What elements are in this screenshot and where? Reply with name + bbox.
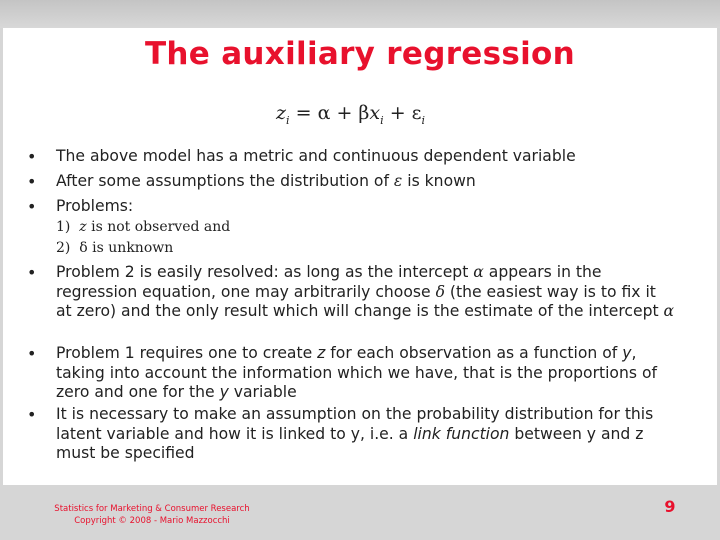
variable-z: z <box>317 344 326 362</box>
bullet-text: It is necessary to make an assumption on the probability distribution for this latent variable and how it is linked to y, i.e. a <box>56 405 654 443</box>
top-band <box>0 0 720 28</box>
footer-copyright: Copyright © 2008 - Mario Mazzocchi <box>74 516 230 526</box>
formula-alpha: α <box>317 102 331 124</box>
bullet-marker: • <box>27 147 37 166</box>
bullet-problems: Problems: <box>56 197 134 215</box>
bullet-problem-2 <box>56 263 676 322</box>
regression-formula <box>276 102 425 127</box>
bullet-text: appears in the regression equation, one may arbitrarily choose <box>56 263 602 301</box>
formula-x-sub: i <box>380 113 384 127</box>
bullet-marker: • <box>27 263 37 282</box>
footer-credits <box>32 503 272 527</box>
delta-symbol: δ <box>435 282 445 301</box>
bullet-text: Problem 2 is easily resolved: as long as the intercept <box>56 263 474 281</box>
bullet-problem-1 <box>56 344 676 403</box>
bullet-marker: • <box>27 197 37 216</box>
formula-epsilon: ε <box>411 102 422 124</box>
subitem-text: is not observed and <box>86 219 231 235</box>
subitem-number: 1) <box>56 219 71 235</box>
bullet-text: between y and z must be specified <box>56 424 644 462</box>
link-function-term: link function <box>413 424 510 443</box>
bullet-text: , taking into account the information which we have, that is the proportions of zero and one for the <box>56 344 657 401</box>
formula-equals: = <box>295 102 312 124</box>
formula-z-sub: i <box>286 113 290 127</box>
bullet-text: Problem 1 requires one to create <box>56 344 318 362</box>
alpha-symbol: α <box>473 263 484 281</box>
slide-title: The auxiliary regression <box>144 36 575 72</box>
subitem-variable: δ <box>79 240 88 256</box>
formula-beta: β <box>358 102 370 124</box>
formula-plus-1: + <box>336 102 353 124</box>
bullet-text: (the easiest way is to fix it at zero) and the only result which will change is the estimate of the intercept <box>56 282 664 320</box>
bullet-distribution-known <box>56 172 676 192</box>
bullet-text: is known <box>402 172 476 190</box>
variable-y: y <box>219 383 229 401</box>
bullet-marker: • <box>27 405 37 424</box>
footer-course: Statistics for Marketing & Consumer Research <box>54 504 250 514</box>
formula-plus-2: + <box>389 102 406 124</box>
page-number: 9 <box>664 497 676 516</box>
bullet-link-function <box>56 405 676 464</box>
subitem-number: 2) <box>56 240 71 256</box>
subitem-text: is unknown <box>87 240 174 256</box>
bullet-text: After some assumptions the distribution of <box>56 172 394 190</box>
bullet-text: variable <box>228 383 297 401</box>
variable-y: y <box>622 344 632 362</box>
subitem-variable: z <box>79 219 87 235</box>
bullet-text: for each observation as a function of <box>325 344 623 362</box>
bullet-marker: • <box>27 344 37 363</box>
formula-epsilon-sub: i <box>421 113 426 127</box>
bullet-metric-dependent: The above model has a metric and continuous dependent variable <box>56 147 576 165</box>
subitem-delta-unknown <box>56 240 173 256</box>
epsilon-symbol: ε <box>393 172 403 190</box>
formula-x: x <box>369 102 381 124</box>
subitem-z-not-observed <box>56 219 230 235</box>
formula-z: z <box>276 102 287 124</box>
bullet-marker: • <box>27 172 37 191</box>
alpha-symbol: α <box>663 302 675 320</box>
